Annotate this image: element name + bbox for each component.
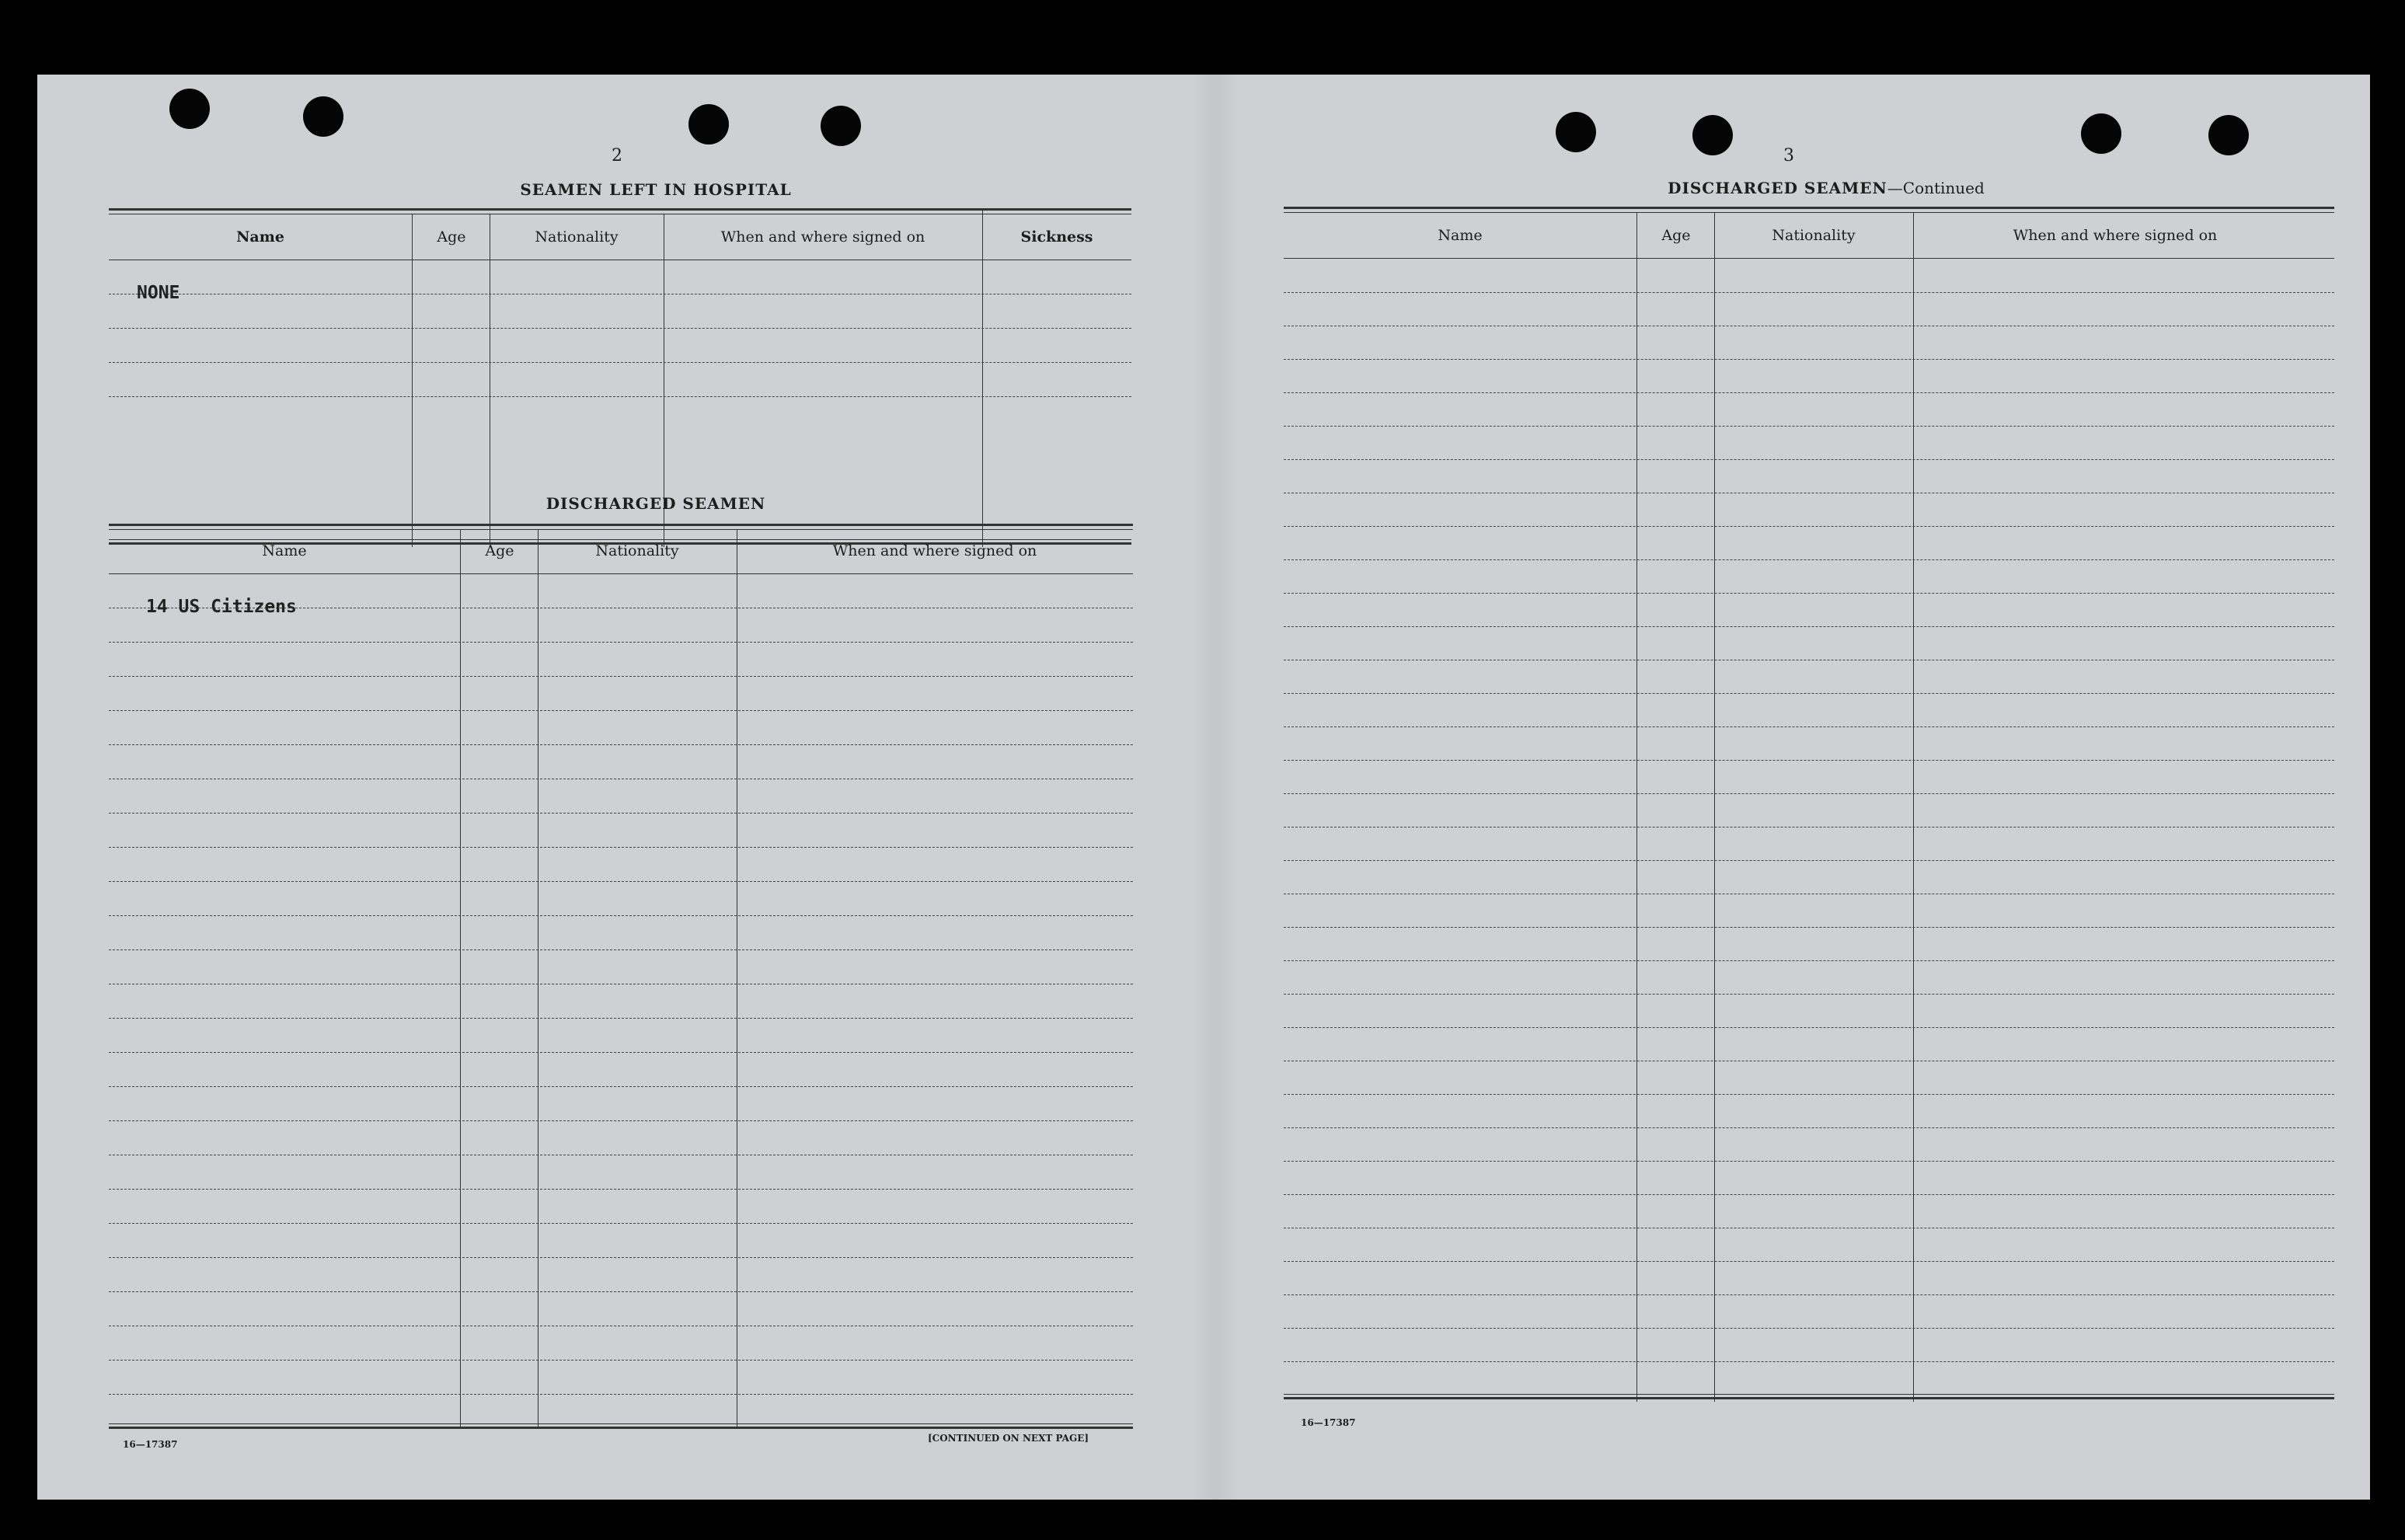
row-rule — [109, 710, 1133, 711]
title-continued: —Continued — [1887, 179, 1985, 197]
header-signed-on: When and where signed on — [2013, 227, 2218, 244]
row-rule — [1284, 459, 2334, 460]
header-nationality: Nationality — [1772, 227, 1856, 244]
row-rule — [1284, 526, 2334, 527]
row-rule — [1284, 1328, 2334, 1329]
column-rule — [538, 530, 539, 1428]
punch-hole — [821, 106, 861, 146]
column-rule — [1636, 213, 1637, 1402]
header-age: Age — [1661, 227, 1691, 244]
punch-hole — [1692, 115, 1733, 155]
row-rule — [1284, 1161, 2334, 1162]
column-rule — [1714, 213, 1715, 1402]
row-rule — [1284, 593, 2334, 594]
punch-hole — [2208, 115, 2249, 155]
row-rule — [109, 1018, 1133, 1019]
row-rule — [1284, 793, 2334, 794]
row-rule — [1284, 1094, 2334, 1095]
punch-hole — [169, 89, 210, 129]
row-rule — [1284, 693, 2334, 694]
row-rule — [109, 642, 1133, 643]
column-rule — [460, 530, 461, 1428]
row-rule — [109, 1120, 1133, 1121]
row-rule — [1284, 626, 2334, 627]
header-sickness: Sickness — [1020, 228, 1093, 246]
header-signed-on: When and where signed on — [720, 228, 925, 246]
discharged-entry: 14 US Citizens — [146, 597, 297, 617]
header-nationality: Nationality — [535, 228, 619, 246]
page-number-right: 3 — [1783, 146, 1794, 165]
table-top-rule — [109, 208, 1131, 214]
row-rule — [1284, 726, 2334, 727]
punch-hole — [2081, 113, 2121, 154]
discharged-section-title: DISCHARGED SEAMEN — [545, 494, 766, 513]
table-top-rule — [109, 524, 1133, 530]
row-rule — [109, 847, 1133, 848]
column-rule — [1913, 213, 1914, 1402]
row-rule — [1284, 994, 2334, 995]
form-code-right: 16—17387 — [1301, 1417, 1356, 1428]
table-bottom-rule — [109, 1423, 1133, 1429]
header-age: Age — [437, 228, 466, 246]
row-rule — [109, 1291, 1133, 1292]
punch-hole — [303, 96, 343, 137]
row-rule — [109, 1052, 1133, 1053]
row-rule — [1284, 292, 2334, 293]
discharged-table-right — [1284, 207, 2334, 1406]
row-rule — [109, 1360, 1133, 1361]
row-rule — [1284, 860, 2334, 861]
row-rule — [1284, 1361, 2334, 1362]
row-rule — [1284, 426, 2334, 427]
row-rule — [109, 744, 1133, 745]
hospital-section-title: SEAMEN LEFT IN HOSPITAL — [520, 180, 792, 199]
row-rule — [1284, 1127, 2334, 1128]
row-rule — [1284, 1194, 2334, 1195]
header-name: Name — [262, 542, 307, 559]
header-signed-on: When and where signed on — [832, 542, 1037, 559]
row-rule — [109, 1086, 1133, 1087]
punch-hole — [688, 104, 729, 145]
row-rule — [1284, 392, 2334, 393]
page-number-left: 2 — [612, 146, 622, 165]
header-rule — [109, 573, 1133, 574]
header-nationality: Nationality — [595, 542, 679, 559]
row-rule — [109, 396, 1131, 397]
row-rule — [1284, 559, 2334, 560]
header-rule — [1284, 258, 2334, 259]
header-name: Name — [236, 228, 284, 246]
row-rule — [1284, 1261, 2334, 1262]
header-age: Age — [485, 542, 514, 559]
row-rule — [109, 676, 1133, 677]
continued-note: [CONTINUED ON NEXT PAGE] — [928, 1433, 1089, 1444]
row-rule — [1284, 1294, 2334, 1295]
hospital-entry: NONE — [137, 283, 180, 303]
row-rule — [1284, 927, 2334, 928]
discharged-table-left — [109, 524, 1133, 1431]
header-name: Name — [1438, 227, 1483, 244]
row-rule — [109, 1257, 1133, 1258]
row-rule — [109, 328, 1131, 329]
row-rule — [109, 362, 1131, 363]
row-rule — [109, 813, 1133, 814]
punch-hole — [1556, 112, 1596, 152]
row-rule — [109, 1189, 1133, 1190]
row-rule — [109, 915, 1133, 916]
row-rule — [109, 881, 1133, 882]
row-rule — [109, 1394, 1133, 1395]
row-rule — [1284, 760, 2334, 761]
row-rule — [109, 1223, 1133, 1224]
title-main: DISCHARGED SEAMEN — [1668, 179, 1887, 197]
row-rule — [109, 949, 1133, 950]
table-top-rule — [1284, 207, 2334, 213]
row-rule — [1284, 960, 2334, 961]
row-rule — [1284, 1027, 2334, 1028]
discharged-continued-title — [1281, 179, 2372, 197]
row-rule — [1284, 359, 2334, 360]
form-code-left: 16—17387 — [123, 1439, 178, 1450]
page-fold — [1192, 75, 1239, 1500]
table-bottom-rule — [1284, 1394, 2334, 1399]
manifest-sheet — [37, 75, 2370, 1500]
